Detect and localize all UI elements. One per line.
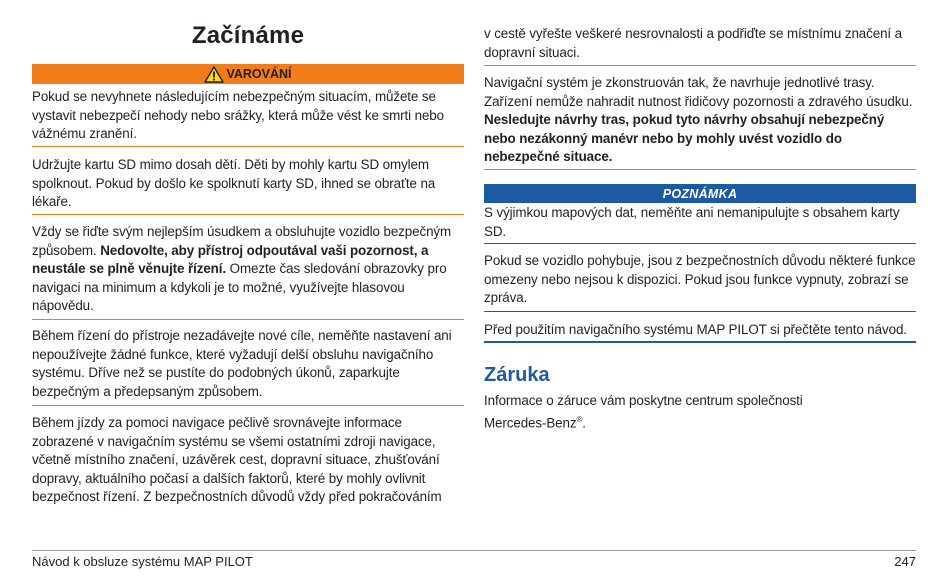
warning-paragraph-3: Vždy se řiďte svým nejlepším úsudkem a obsluhujte vozidlo bezpečným způsobem. Nedovolte, aby přístroj odpoutával vaši pozornost, a neustále se plně věnujte řízení. Omezte čas sledování obrazovky pro navigaci na minimum a kdykoli je to možné, využívejte hlasovou nápovědu. — [32, 224, 452, 313]
divider — [484, 65, 916, 66]
divider — [484, 341, 916, 343]
footer-divider — [32, 550, 916, 551]
warning-paragraph-1: Pokud se nevyhnete následujícím nebezpečným situacím, můžete se vystavit nebezpečí nehody nebo srážky, která může vést ke smrti nebo vážnému zranění. — [32, 89, 444, 141]
note-paragraph-2: Pokud se vozidlo pohybuje, jsou z bezpečnostních důvodu některé funkce omezeny nebo nejsou k dispozici. Pokud jsou funkce vypnuty, zobrazí se zpráva. — [484, 253, 916, 305]
warning-triangle-icon — [204, 66, 224, 83]
divider — [32, 214, 464, 215]
divider — [484, 243, 916, 244]
warning-paragraph-4: Během řízení do přístroje nezadávejte nové cíle, neměňte nastavení ani nepoužívejte žádné funkce, které vyžadují delší obsluhu navigačního systému. Dříve než se pustíte do podobných úkonů, zaparkujte bezpečným a předepsaným způsobem. — [32, 328, 452, 399]
note-banner — [484, 184, 916, 203]
note-label: POZNÁMKA — [662, 186, 738, 201]
warning-paragraph-5: Během jízdy za pomoci navigace pečlivě srovnávejte informace zobrazené v navigačním systému se všemi ostatními zdroji navigace, včetně místního značení, uzávěrek cest, dopravní situace, zhušťování dopravy, aktuálního počasí a dalších faktorů, které by mohly ovlivnit bezpečnost řízení. Z bezpečnostních důvodů vždy před pokračováním — [32, 415, 442, 504]
note-paragraph-3: Před použitím navigačního systému MAP PILOT si přečtěte tento návod. — [484, 322, 907, 337]
footer-manual-title: Návod k obsluze systému MAP PILOT — [32, 554, 253, 569]
warning-banner — [32, 64, 464, 84]
warning-paragraph-6: v cestě vyřešte veškeré nesrovnalosti a podřiďte se místnímu značení a dopravní situaci. — [484, 26, 903, 60]
warning-label: VAROVÁNÍ — [226, 67, 292, 81]
divider — [32, 405, 464, 406]
note-paragraph-1: S výjimkou mapových dat, neměňte ani nemanipulujte s obsahem karty SD. — [484, 205, 900, 239]
divider — [32, 146, 464, 147]
divider — [484, 311, 916, 312]
warranty-heading: Záruka — [484, 364, 550, 386]
warning-paragraph-2: Udržujte kartu SD mimo dosah dětí. Děti by mohly kartu SD omylem spolknout. Pokud by došlo ke spolknutí karty SD, ihned se obraťte na lékaře. — [32, 157, 436, 209]
warning-paragraph-7: Navigační systém je zkonstruován tak, že navrhuje jednotlivé trasy. Zařízení nemůže nahradit nutnost řidičovy pozornosti a zdravého úsudku. Nesledujte návrhy tras, pokud tyto návrhy obsahují nebezpečný nebo nezákonný manévr nebo by mohly uvést vozidlo do nebezpečné situace. — [484, 75, 913, 164]
warranty-paragraph: Informace o záruce vám poskytne centrum společnosti Mercedes-Benz®. — [484, 393, 803, 430]
page-title: Začínáme — [191, 22, 305, 49]
page-number: 247 — [894, 554, 916, 569]
divider — [32, 319, 464, 320]
divider — [484, 169, 916, 170]
